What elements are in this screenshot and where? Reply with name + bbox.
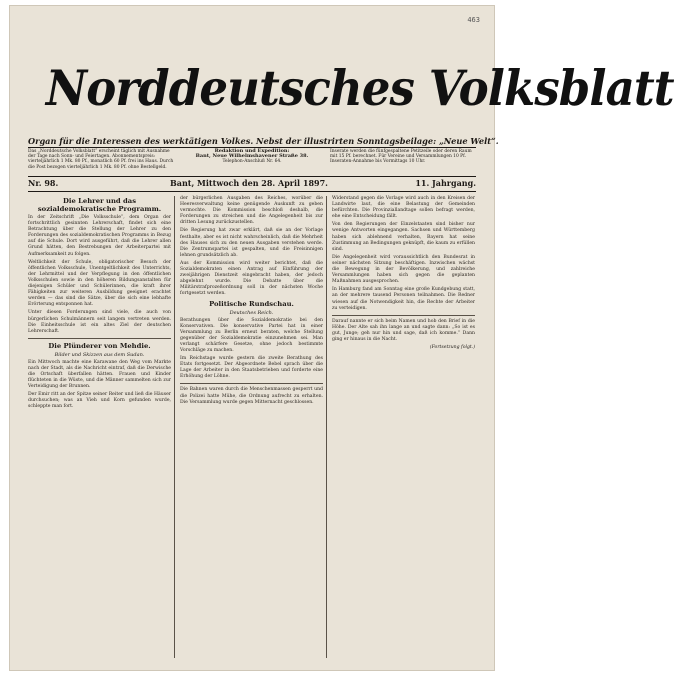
article-paragraph: Die Angelegenheit wird voraussichtlich den Bundesrat in seiner nächsten Sitzung beschäftigen. Inzwischen wächst die Bewegung in der Bevölkerung, und zahlreiche Versammlungen haben sich gegen die geplanten Maßnahmen ausgesprochen.	[332, 254, 475, 285]
advertising-info: Inserate werden die fünfgespaltene Petitzeile oder deren Raum mit 15 Pf. berechnet. Für Vereine und Versammlungen 10 Pf. Inseraten-Annahme bis Vormittags 10 Uhr.	[330, 149, 472, 165]
section-subheading: Deutsches Reich.	[229, 309, 274, 316]
issue-number: Nr. 98.	[28, 178, 59, 188]
issue-year: 11. Jahrgang.	[415, 178, 476, 188]
masthead-tagline: Organ für die Interessen des werktätigen Volkes. Nebst der illustrirten Sonntagsbeilage: „Neue Welt“.	[28, 136, 499, 146]
article-paragraph: Unter diesen Forderungen sind viele, die auch von bürgerlichen Schulmännern seit langem vertreten werden. Die Einheitsschule ist ein altes Ziel der deutschen Lehrerschaft.	[28, 310, 171, 334]
column-1	[28, 196, 171, 658]
office-phone: Telephon-Anschluß Nr. 64.	[222, 159, 282, 165]
article-paragraph: Aus der Kommission wird weiter berichtet, daß die Sozialdemokraten einen Antrag auf Einführung der zweijährigen Dienstzeit eingebracht haben, der jedoch abgelehnt wurde. Die Debatte über die Militärstrafprozeßordnung soll in der nächsten Woche fortgesetzt werden.	[180, 260, 323, 297]
feuilleton-heading: Die Plünderer von Mehdie.	[48, 341, 151, 350]
publication-info	[28, 149, 476, 175]
article-paragraph: In der Zeitschrift „Die Volksschule“, dem Organ der fortschrittlich gesinnten Lehrerschaft, findet sich eine Betrachtung über die Stellung der Lehrer zu den Forderungen des sozialdemokratischen Programms in Bezug auf die Schule. Dort wird ausgeführt, daß die Lehrer allen Grund hätten, den Bestrebungen der Arbeiterpartei mit Aufmerksamkeit zu folgen.	[28, 215, 171, 257]
editorial-office	[180, 149, 324, 175]
article-paragraph: Weltlichkeit der Schule, obligatorischer Besuch der öffentlichen Volksschule, Unentgeltlichkeit des Unterrichts, der Lehrmittel und der Verpflegung in den öffentlichen Volksschulen sowie in den höheren Bildungsanstalten für diejenigen Schüler und Schülerinnen, die kraft ihrer Fähigkeiten zur weiteren Ausbildung geeignet erachtet werden — das sind die Sätze, über die sich eine lebhafte Erörterung entsponnen hat.	[28, 259, 171, 308]
article-columns	[28, 196, 476, 658]
feuilleton-paragraph: Die Bahnen waren durch die Menschenmassen gesperrt und die Polizei hatte Mühe, die Ordnung aufrecht zu erhalten. Die Versammlung wurde gegen Mitternacht geschlossen.	[180, 387, 323, 405]
column-3	[332, 196, 475, 658]
column-2	[180, 196, 323, 658]
continued-note: (Fortsetzung folgt.)	[429, 345, 475, 351]
article-heading: Die Lehrer und das sozialdemokratische Programm.	[37, 197, 162, 213]
rule-bottom	[28, 191, 476, 192]
section-rule	[28, 338, 171, 339]
article-paragraph: der bürgerlichen Ausgaben des Reiches, worüber die Heeresverwaltung keine genügende Auskunft zu geben vermochte. Die Kommission beschloß deshalb, die Forderungen zu streichen und die Angelegenheit bis zur dritten Lesung zurückzustellen.	[180, 196, 323, 226]
article-paragraph: Berathungen über die Sozialdemokratie bei den Konservativen. Die konservative Partei hat in einer Versammlung zu Berlin erneut beraten, welche Stellung gegenüber der Sozialdemokratie einzunehmen sei. Man verlangt schärfere Gesetze, ohne jedoch bestimmte Vorschläge zu machen.	[180, 317, 323, 353]
feuilleton-paragraph: Darauf nannte er sich beim Namen und hob den Brief in die Höhe. Der Alte sah ihn lange an und sagte dann: „So ist es gut, Junge; geh nur hin und sage, daß ich komme.“ Dann ging er hinaus in die Nacht.	[332, 318, 475, 342]
masthead-title: Norddeutsches Volksblatt	[45, 59, 674, 117]
section-rule	[332, 315, 475, 316]
article-paragraph: Von den Regierungen der Einzelstaaten sind bisher nur wenige Antworten eingegangen. Sachsen und Württemberg haben sich ablehnend verhalten, Bayern hat seine Zustimmung an Bedingungen geknüpft, die kaum zu erfüllen sind.	[332, 222, 475, 252]
article-paragraph: Die Regierung hat zwar erklärt, daß sie an der Vorlage festhalte, aber es ist nicht wahrscheinlich, daß die Mehrheit des Hauses sich zu den neuen Ausgaben verstehen werde. Die Zentrumspartei ist gespalten, und die Freisinnigen lehnen grundsätzlich ab.	[180, 228, 323, 258]
section-rule	[180, 383, 323, 384]
page-layer	[10, 6, 674, 670]
rule-mid	[28, 176, 476, 177]
feuilleton-subheading: Bilder und Skizzen aus dem Sudan.	[54, 351, 145, 358]
office-label: Redaktion und Expedition:	[214, 148, 290, 154]
feuilleton-paragraph: Der Emir ritt an der Spitze seiner Reiter und ließ die Häuser durchsuchen; was an Vieh und Korn gefunden wurde, schleppte man fort.	[28, 392, 171, 410]
section-heading: Politische Rundschau.	[209, 299, 294, 308]
article-paragraph: In Hamburg fand am Sonntag eine große Kundgebung statt, an der mehrere tausend Personen teilnahmen. Die Redner wiesen auf die Notwendigkeit hin, die Rechte der Arbeiter zu verteidigen.	[332, 287, 475, 311]
subscription-info: Das „Norddeutsche Volksblatt“ erscheint täglich mit Ausnahme der Tage nach Sonn- und Feiertagen. Abonnementspreis: vierteljährlich 1 Mk. 80 Pf., monatlich 60 Pf. frei ins Haus. Durch die Post bezogen vierteljährlich 1 Mk. 80 Pf. ohne Bestellgeld.	[28, 149, 174, 170]
issue-date: Bant, Mittwoch den 28. April 1897.	[170, 178, 328, 188]
issue-line	[28, 178, 476, 190]
article-paragraph: Widerstand gegen die Vorlage wird auch in den Kreisen der Landwirte laut, die eine Belastung der Gemeinden befürchten. Die Provinziallandtage sollen befragt werden, ehe eine Entscheidung fällt.	[332, 196, 475, 220]
article-paragraph: Im Reichstage wurde gestern die zweite Berathung des Etats fortgesetzt. Der Abgeordnete Bebel sprach über die Lage der Arbeiter in den Staatsbetrieben und forderte eine Erhöhung der Löhne.	[180, 356, 323, 380]
office-address: Bant, Neue Wilhelmshavener Straße 38.	[195, 153, 309, 160]
page-folio: 463	[467, 16, 480, 24]
feuilleton-paragraph: Ein Mittwoch machte eine Karawane den Weg vom Markte nach der Stadt, als die Nachricht eintraf, daß die Derwische die Ortschaft überfallen hätten. Frauen und Kinder flüchteten in die Wüste, und die Männer sammelten sich zur Verteidigung der Brunnen.	[28, 359, 171, 390]
